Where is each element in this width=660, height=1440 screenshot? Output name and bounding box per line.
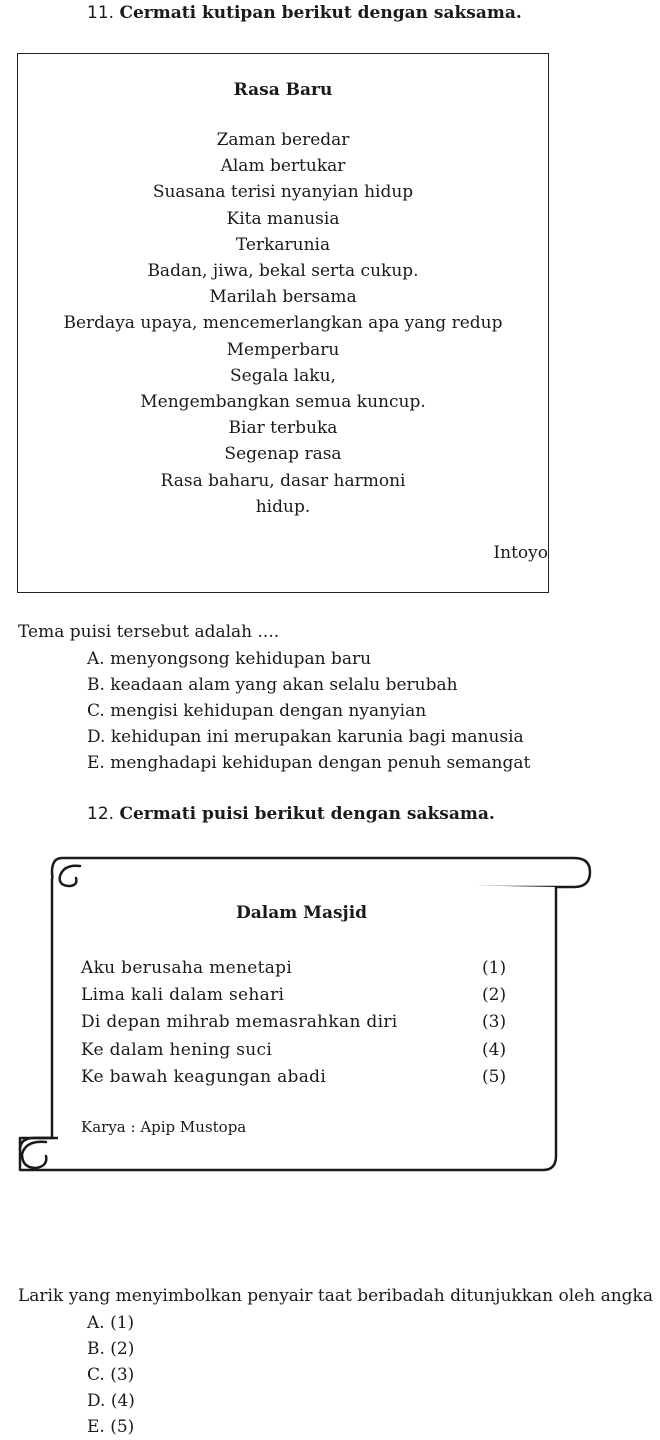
option-d[interactable]: D. kehidupan ini merupakan karunia bagi manusia — [87, 727, 524, 747]
scroll-line-number: (4) — [482, 1040, 507, 1060]
poem-line: Biar terbuka — [228, 418, 338, 439]
option-c[interactable]: C. (3) — [87, 1365, 135, 1385]
poem-line: Alam bertukar — [220, 156, 346, 177]
question-11-text: Tema puisi tersebut adalah .... — [18, 622, 280, 642]
poem-line: Berdaya upaya, mencemerlangkan apa yang redup — [63, 313, 503, 334]
poem-line: Suasana terisi nyanyian hidup — [152, 182, 414, 203]
poem-line: Mengembangkan semua kuncup. — [140, 392, 426, 413]
scroll-line-number: (5) — [482, 1067, 507, 1087]
poem-lines — [17, 127, 549, 520]
question-number: 12. — [87, 804, 115, 824]
scroll-poem-line: Ke dalam hening suci — [81, 1040, 273, 1060]
option-e[interactable]: E. (5) — [87, 1417, 135, 1437]
question-number: 11. — [87, 3, 115, 23]
scroll-poem-line: Di depan mihrab memasrahkan diri — [81, 1012, 398, 1032]
scroll-poem-title: Dalam Masjid — [236, 903, 368, 923]
question-12-options — [87, 1310, 135, 1440]
scroll-poem-line: Ke bawah keagungan abadi — [81, 1067, 327, 1087]
option-d[interactable]: D. (4) — [87, 1391, 135, 1411]
option-b[interactable]: B. keadaan alam yang akan selalu berubah — [87, 675, 458, 695]
scroll-line-number: (1) — [482, 958, 507, 978]
option-a[interactable]: A. menyongsong kehidupan baru — [87, 649, 372, 669]
poem-author: Intoyo — [493, 543, 548, 563]
option-e[interactable]: E. menghadapi kehidupan dengan penuh semangat — [87, 753, 531, 773]
poem-line: Zaman beredar — [216, 130, 350, 150]
question-11-options — [87, 646, 530, 776]
poem-line: Rasa baharu, dasar harmoni — [160, 470, 406, 491]
poem-line: Memperbaru — [226, 339, 340, 360]
question-instruction: Cermati puisi berikut dengan saksama. — [119, 804, 495, 824]
question-11-header — [87, 3, 522, 23]
option-c[interactable]: C. mengisi kehidupan dengan nyanyian — [87, 701, 427, 721]
question-instruction: Cermati kutipan berikut dengan saksama. — [119, 3, 522, 23]
poem-line: Segala laku, — [230, 365, 336, 386]
question-12-text: Larik yang menyimbolkan penyair taat beribadah ditunjukkan oleh angka — [18, 1286, 653, 1306]
scroll-poem-line: Lima kali dalam sehari — [81, 985, 285, 1005]
poem-line: Kita manusia — [226, 208, 340, 229]
poem-line: Segenap rasa — [224, 444, 342, 465]
scroll-line-number: (3) — [482, 1012, 507, 1032]
scroll-poem-author: Karya : Apip Mustopa — [81, 1118, 247, 1136]
poem-line: Marilah bersama — [209, 287, 357, 308]
poem-line: Terkarunia — [235, 234, 331, 255]
poem-line: Badan, jiwa, bekal serta cukup. — [147, 261, 419, 282]
poem-title: Rasa Baru — [233, 80, 333, 100]
scroll-poem-line: Aku berusaha menetapi — [81, 958, 293, 978]
question-12-header — [87, 804, 495, 824]
poem-line: hidup. — [255, 496, 311, 517]
option-a[interactable]: A. (1) — [87, 1313, 135, 1333]
scroll-line-number: (2) — [482, 985, 507, 1005]
option-b[interactable]: B. (2) — [87, 1339, 135, 1359]
